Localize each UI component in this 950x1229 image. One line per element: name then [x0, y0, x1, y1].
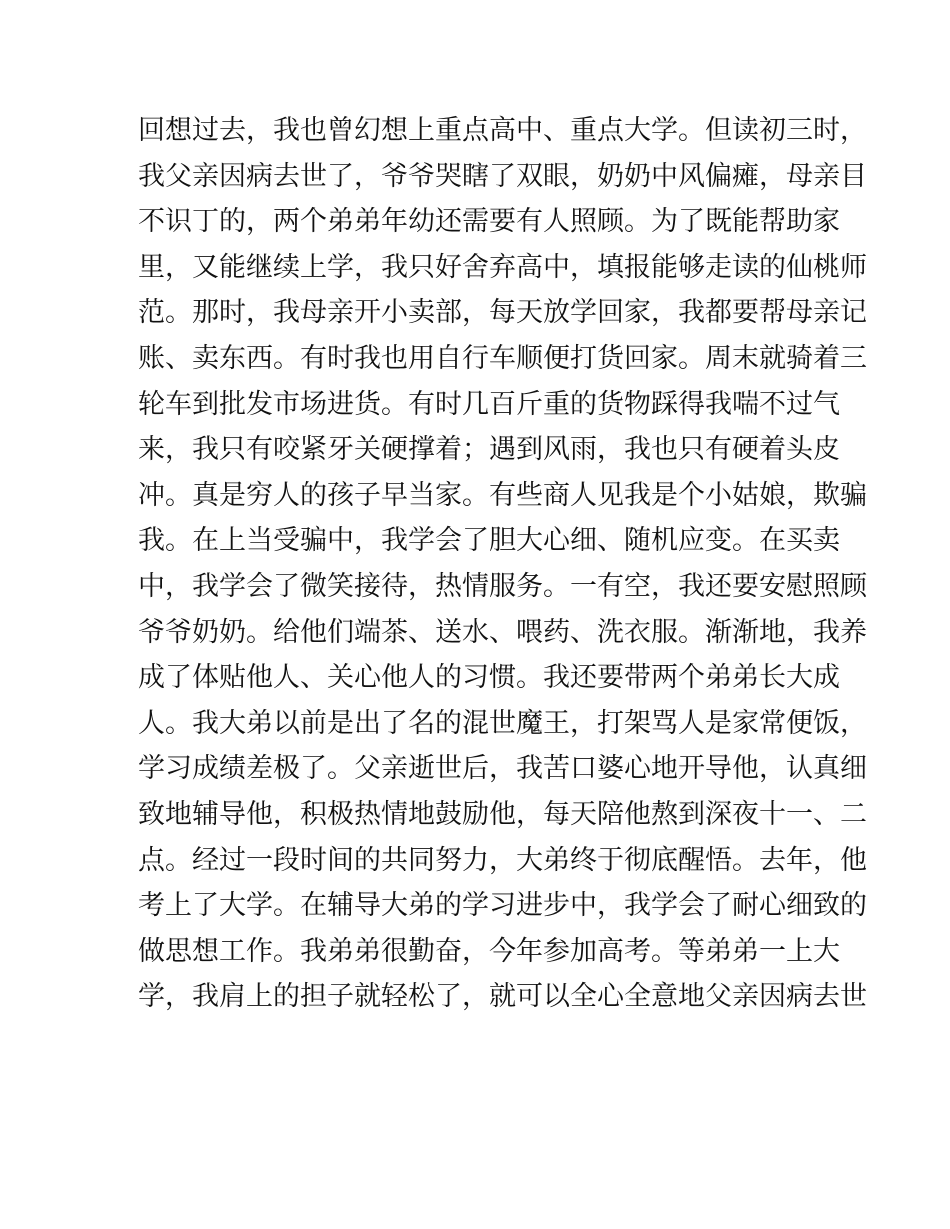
text-line: 做思想工作。我弟弟很勤奋，今年参加高考。等弟弟一上大 — [138, 935, 840, 967]
text-line: 范。那时，我母亲开小卖部，每天放学回家，我都要帮母亲记 — [138, 297, 867, 329]
body-text — [138, 108, 867, 1020]
text-line: 不识丁的，两个弟弟年幼还需要有人照顾。为了既能帮助家 — [138, 206, 840, 238]
text-line: 中，我学会了微笑接待，热情服务。一有空，我还要安慰照顾 — [138, 570, 867, 602]
text-line: 来，我只有咬紧牙关硬撑着；遇到风雨，我也只有硬着头皮 — [138, 434, 840, 466]
text-line: 成了体贴他人、关心他人的习惯。我还要带两个弟弟长大成 — [138, 662, 840, 694]
text-line: 账、卖东西。有时我也用自行车顺便打货回家。周末就骑着三 — [138, 342, 867, 374]
text-line: 学，我肩上的担子就轻松了，就可以全心全意地父亲因病去世 — [138, 981, 867, 1013]
text-line: 点。经过一段时间的共同努力，大弟终于彻底醒悟。去年，他 — [138, 844, 867, 876]
text-line: 冲。真是穷人的孩子早当家。有些商人见我是个小姑娘，欺骗 — [138, 479, 867, 511]
text-line: 里，又能继续上学，我只好舍弃高中，填报能够走读的仙桃师 — [138, 251, 867, 283]
text-line: 轮车到批发市场进货。有时几百斤重的货物踩得我喘不过气 — [138, 388, 840, 420]
text-line: 考上了大学。在辅导大弟的学习进步中，我学会了耐心细致的 — [138, 890, 867, 922]
text-line: 学习成绩差极了。父亲逝世后，我苦口婆心地开导他，认真细 — [138, 753, 867, 785]
text-line: 爷爷奶奶。给他们端茶、送水、喂药、洗衣服。渐渐地，我养 — [138, 616, 867, 648]
text-line: 我。在上当受骗中，我学会了胆大心细、随机应变。在买卖 — [138, 525, 840, 557]
text-line: 回想过去，我也曾幻想上重点高中、重点大学。但读初三时， — [138, 115, 867, 146]
text-line: 人。我大弟以前是出了名的混世魔王，打架骂人是家常便饭， — [138, 707, 867, 739]
text-line: 我父亲因病去世了，爷爷哭瞎了双眼，奶奶中风偏瘫，母亲目 — [138, 160, 867, 192]
text-line: 致地辅导他，积极热情地鼓励他，每天陪他熬到深夜十一、二 — [138, 798, 867, 830]
